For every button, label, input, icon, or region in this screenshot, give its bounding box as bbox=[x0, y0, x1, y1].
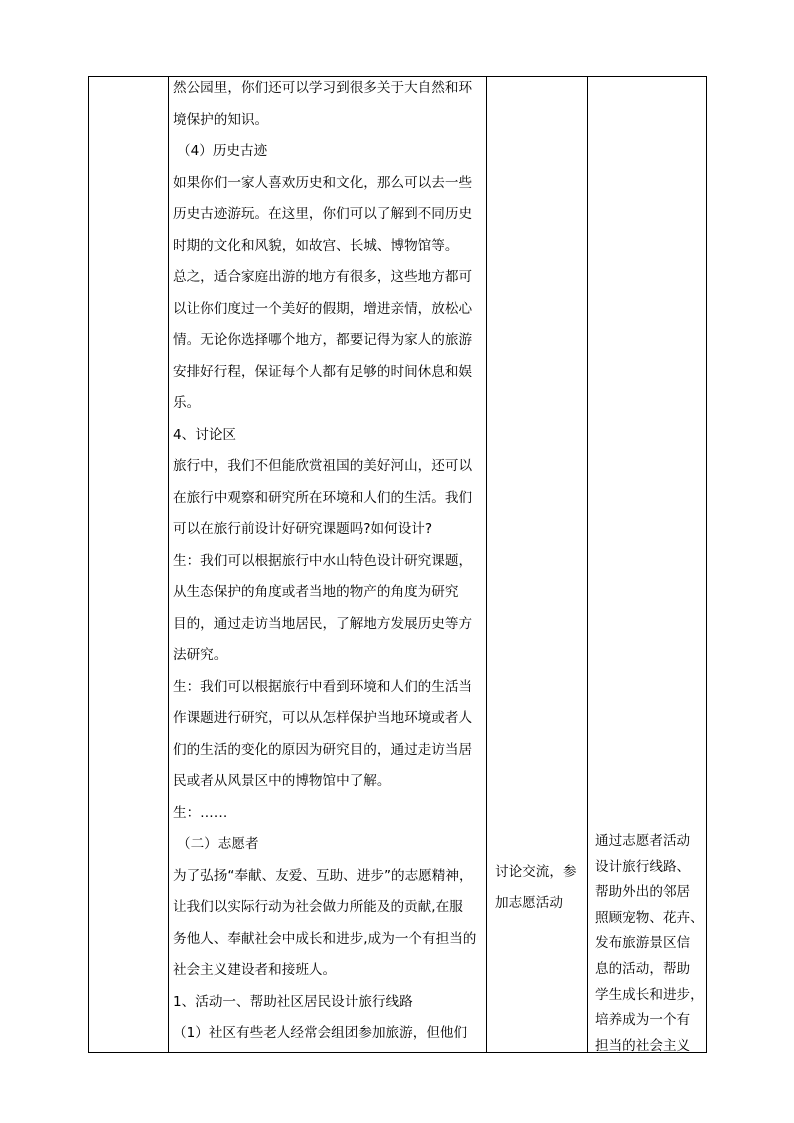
goal-line: 通过志愿者活动 bbox=[595, 833, 691, 849]
content-line: 安排好行程，保证每个人都有足够的时间休息和娱 bbox=[173, 363, 473, 380]
goal-line: 照顾宠物、花卉、 bbox=[595, 909, 704, 926]
column-divider bbox=[486, 77, 487, 1052]
content-line: 境保护的知识。 bbox=[173, 111, 269, 128]
content-line: 可以在旅行前设计好研究课题吗?如何设计? bbox=[173, 521, 433, 537]
goal-line: 帮助外出的邻居 bbox=[595, 884, 691, 901]
column-divider bbox=[587, 77, 588, 1052]
content-line: 从生态保护的角度或者当地的物产的角度为研究 bbox=[173, 584, 459, 600]
goal-line: 发布旅游景区信 bbox=[595, 935, 691, 952]
content-line: （4）历史古迹 bbox=[177, 143, 268, 159]
goal-line: 息的活动，帮助 bbox=[595, 961, 691, 977]
content-line: 们的生活的变化的原因为研究目的，通过走访当居 bbox=[173, 741, 473, 758]
column-divider bbox=[168, 77, 169, 1052]
content-line: 1、活动一、帮助社区居民设计旅行线路 bbox=[173, 993, 413, 1010]
goal-line: 学生成长和进步， bbox=[595, 986, 704, 1003]
content-line: （二）志愿者 bbox=[177, 836, 259, 852]
content-line: 生：我们可以根据旅行中水山特色设计研究课题， bbox=[173, 552, 473, 569]
content-line: 为了弘扬“奉献、友爱、互助、进步”的志愿精神， bbox=[173, 867, 473, 884]
content-line: 乐。 bbox=[173, 395, 201, 411]
content-line: 社会主义建设者和接班人。 bbox=[173, 962, 337, 978]
content-line: 然公园里，你们还可以学习到很多关于大自然和环 bbox=[173, 80, 473, 96]
content-line: （1）社区有些老人经常会组团参加旅游，但他们 bbox=[173, 1025, 468, 1041]
content-line: 在旅行中观察和研究所在环境和人们的生活。我们 bbox=[173, 489, 473, 506]
content-line: 务他人、奉献社会中成长和进步,成为一个有担当的 bbox=[173, 930, 477, 947]
goal-line: 培养成为一个有 bbox=[595, 1012, 691, 1029]
lesson-plan-table bbox=[88, 76, 707, 1053]
content-line: 生：…… bbox=[173, 804, 228, 821]
content-line: 情。无论你选择哪个地方，都要记得为家人的旅游 bbox=[173, 332, 473, 348]
content-line: 4、讨论区 bbox=[173, 426, 237, 443]
content-line: 作课题进行研究，可以从怎样保护当地环境或者人 bbox=[173, 710, 473, 726]
content-line: 历史古迹游玩。在这里，你们可以了解到不同历史 bbox=[173, 206, 473, 222]
content-line: 法研究。 bbox=[173, 647, 228, 663]
goal-line: 设计旅行线路、 bbox=[595, 858, 691, 875]
activity-line: 加志愿活动 bbox=[495, 895, 563, 911]
content-line: 目的，通过走访当地居民，了解地方发展历史等方 bbox=[173, 615, 473, 632]
content-line: 以让你们度过一个美好的假期，增进亲情，放松心 bbox=[173, 300, 473, 317]
content-line: 旅行中，我们不但能欣赏祖国的美好河山，还可以 bbox=[173, 458, 473, 474]
content-line: 生：我们可以根据旅行中看到环境和人们的生活当 bbox=[173, 678, 473, 695]
content-line: 民或者从风景区中的博物馆中了解。 bbox=[173, 773, 391, 789]
content-line: 总之，适合家庭出游的地方有很多，这些地方都可 bbox=[173, 269, 473, 285]
content-line: 时期的文化和风貌，如故宫、长城、博物馆等。 bbox=[173, 237, 459, 254]
content-line: 如果你们一家人喜欢历史和文化，那么可以去一些 bbox=[173, 174, 473, 191]
content-line: 让我们以实际行动为社会做力所能及的贡献,在服 bbox=[173, 899, 463, 915]
activity-line: 讨论交流，参 bbox=[495, 864, 577, 880]
goal-line: 担当的社会主义 bbox=[595, 1037, 691, 1054]
